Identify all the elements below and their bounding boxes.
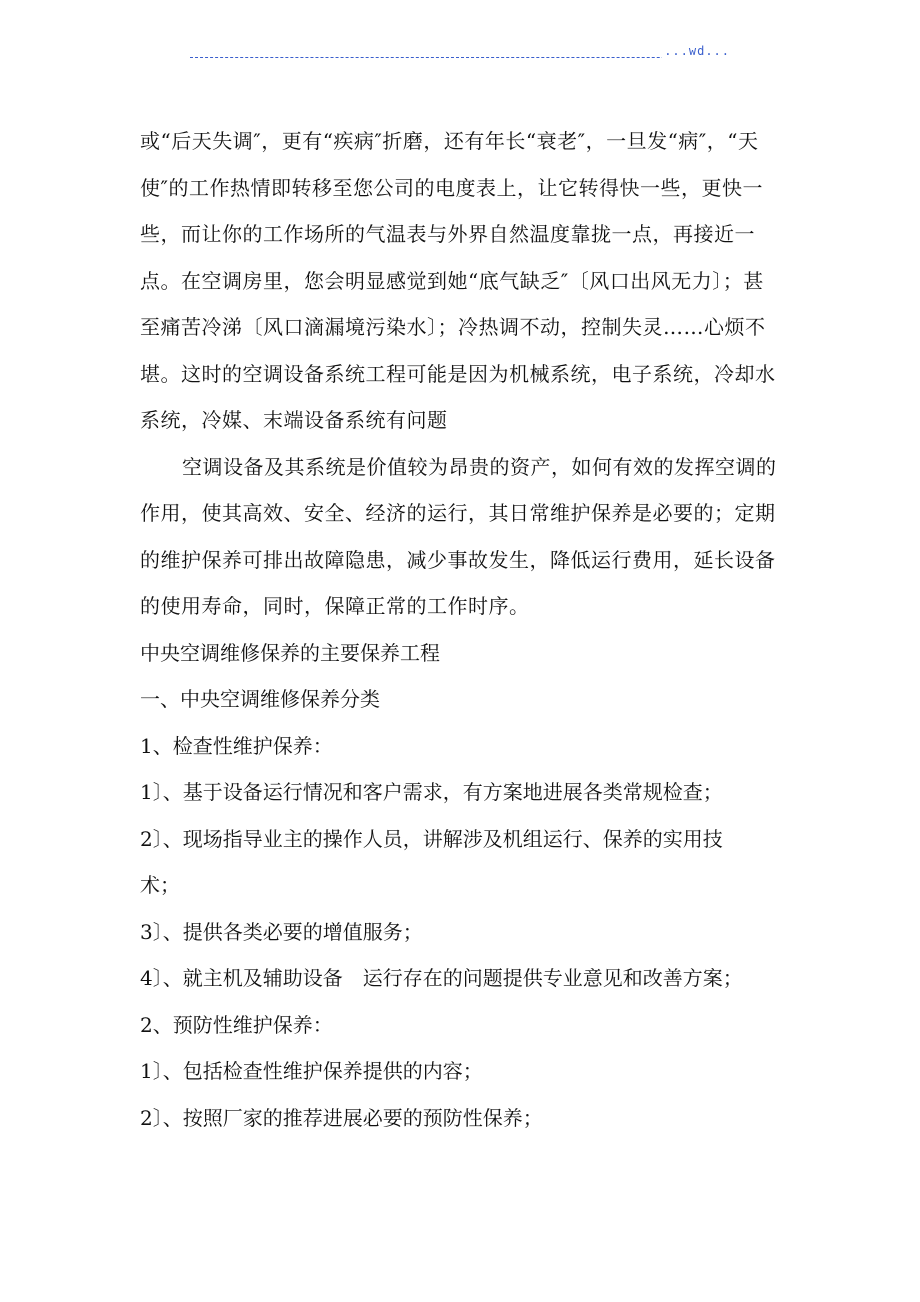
list-item: 1〕、包括检查性维护保养提供的内容； <box>140 1059 483 1083</box>
header-mark: ...wd... <box>664 44 730 58</box>
paragraph-intro: 或“后天失调″，更有“疾病″折磨，还有年长“衰老″，一旦发“病″，“天使″的工作热情即转移至您公司的电度表上，让它转得快一些，更快一些，而让你的工作场所的气温表与外界自然温度靠拢一点，再接近一点。在空调房里，您会明显感觉到她“底气缺乏″〔风口出风无力〕；甚至痛苦冷涕〔风口滴漏境污染水〕；冷热调不动，控制失灵……心烦不堪。这时的空调设备系统工程可能是因为机械系统，电子系统，冷却水系统，冷媒、末端设备系统有问题 <box>140 129 776 432</box>
list-heading-preventive: 2、预防性维护保养： <box>140 1012 333 1037</box>
header-dashed-rule <box>190 57 730 58</box>
list-heading-inspection: 1、检查性维护保养： <box>140 733 333 758</box>
document-body <box>140 118 780 1141</box>
list-item: 4〕、就主机及辅助设备 运行存在的问题提供专业意见和改善方案； <box>140 966 743 990</box>
section-title: 中央空调维修保养的主要保养工程 <box>140 640 440 665</box>
list-item: 1〕、基于设备运行情况和客户需求，有方案地进展各类常规检查； <box>140 780 723 804</box>
list-item-continuation: 术； <box>140 873 180 897</box>
list-item: 2〕、现场指导业主的操作人员，讲解涉及机组运行、保养的实用技 <box>140 826 723 851</box>
paragraph-value: 空调设备及其系统是价值较为昂贵的资产，如何有效的发挥空调的作用，使其高效、安全、经济的运行，其日常维护保养是必要的；定期的维护保养可排出故障隐患，减少事故发生，降低运行费用，延长设备的使用寿命，同时，保障正常的工作时序。 <box>140 454 777 618</box>
heading-classification: 一、中央空调维修保养分类 <box>140 687 380 711</box>
list-item: 2〕、按照厂家的推荐进展必要的预防性保养； <box>140 1105 543 1130</box>
list-item: 3〕、提供各类必要的增值服务； <box>140 919 423 944</box>
page-header <box>190 44 730 62</box>
